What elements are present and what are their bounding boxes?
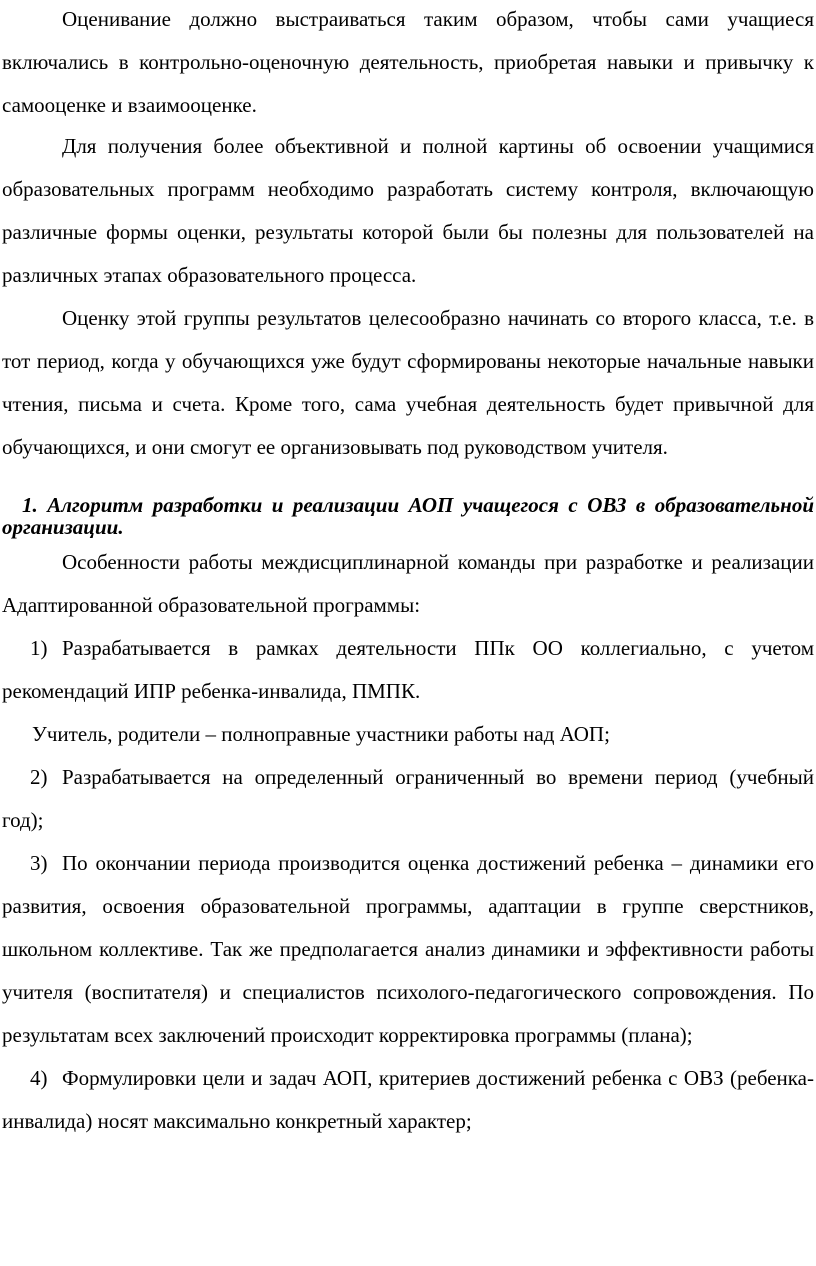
list-item <box>2 756 814 842</box>
paragraph-intro: Особенности работы междисциплинарной команды при разработке и реализации Адаптированной образовательной программы: <box>2 550 814 617</box>
list-item-number: 2) <box>30 765 48 789</box>
list-item-number: 4) <box>30 1066 48 1090</box>
paragraph-assessment: Оценивание должно выстраиваться таким образом, чтобы сами учащиеся включались в контрольно-оценочную деятельность, приобретая навыки и привычку к самооценке и взаимооценке. <box>2 7 814 117</box>
list-item-text: По окончании периода производится оценка достижений ребенка – динамики его развития, освоения образовательной программы, адаптации в группе сверстников, школьном коллективе. Так же предполагается анализ динамики и эффективности работы учителя (воспитателя) и специалистов психолого-педагогического сопровождения. По результатам всех заключений происходит корректировка программы (плана); <box>2 851 814 1047</box>
section-heading: 1. Алгоритм разработки и реализации АОП учащегося с ОВЗ в образовательной организации. <box>2 493 814 539</box>
list-item-text: Разрабатывается в рамках деятельности ППк ОО коллегиально, с учетом рекомендаций ИПР ребенка-инвалида, ПМПК. <box>2 636 814 703</box>
list-item <box>2 842 814 1057</box>
list-item-text: Разрабатывается на определенный ограниченный во времени период (учебный год); <box>2 765 814 832</box>
paragraph-note: Учитель, родители – полноправные участники работы над АОП; <box>32 722 610 746</box>
list-item-number: 1) <box>30 636 48 660</box>
paragraph-control-system: Для получения более объективной и полной картины об освоении учащимися образовательных программ необходимо разработать систему контроля, включающую различные формы оценки, результаты которой были бы полезны для пользователей на различных этапах образовательного процесса. <box>2 134 814 287</box>
list-item <box>2 1057 814 1143</box>
paragraph-evaluation-start: Оценку этой группы результатов целесообразно начинать со второго класса, т.е. в тот период, когда у обучающихся уже будут сформированы некоторые начальные навыки чтения, письма и счета. Кроме того, сама учебная деятельность будет привычной для обучающихся, и они смогут ее организовывать под руководством учителя. <box>2 306 814 459</box>
list-item <box>2 627 814 713</box>
list-item-number: 3) <box>30 851 48 875</box>
list-item-text: Формулировки цели и задач АОП, критериев достижений ребенка с ОВЗ (ребенка-инвалида) носят максимально конкретный характер; <box>2 1066 814 1133</box>
